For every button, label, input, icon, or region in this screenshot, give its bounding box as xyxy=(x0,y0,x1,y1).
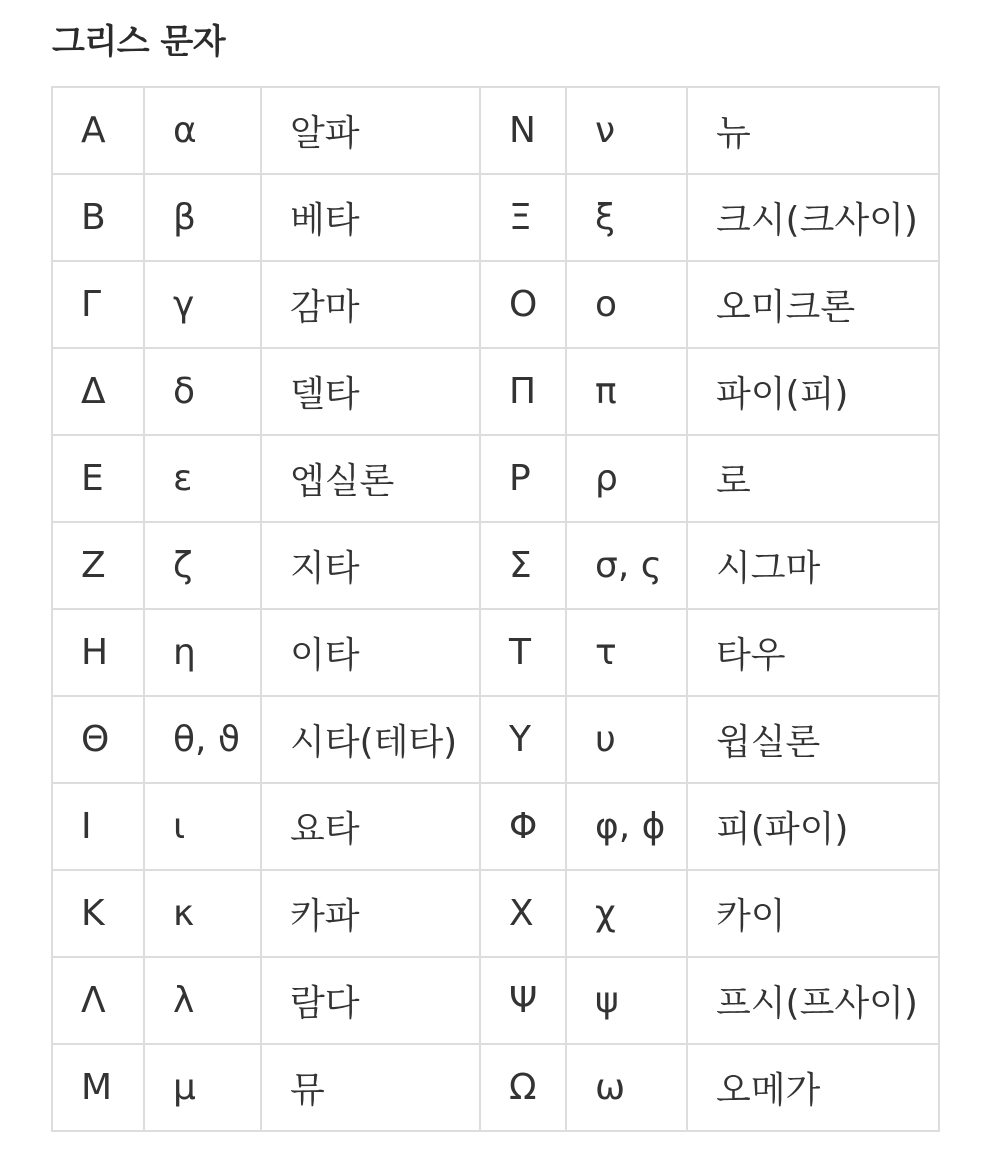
uppercase-letter-cell: Β xyxy=(52,174,144,261)
table-row xyxy=(52,609,939,696)
table-row xyxy=(52,435,939,522)
uppercase-letter-cell: Χ xyxy=(480,870,566,957)
uppercase-letter-cell: Μ xyxy=(52,1044,144,1131)
uppercase-letter-cell: Ν xyxy=(480,87,566,174)
letter-name-cell: 시타(테타) xyxy=(261,696,480,783)
letter-name-cell: 알파 xyxy=(261,87,480,174)
table-row xyxy=(52,348,939,435)
lowercase-letter-cell: ι xyxy=(144,783,261,870)
lowercase-letter-cell: θ, ϑ xyxy=(144,696,261,783)
letter-name-cell: 뉴 xyxy=(687,87,939,174)
letter-name-cell: 뮤 xyxy=(261,1044,480,1131)
uppercase-letter-cell: Φ xyxy=(480,783,566,870)
table-row xyxy=(52,174,939,261)
table-row xyxy=(52,261,939,348)
letter-name-cell: 카파 xyxy=(261,870,480,957)
letter-name-cell: 파이(피) xyxy=(687,348,939,435)
greek-alphabet-table xyxy=(51,86,940,1132)
letter-name-cell: 피(파이) xyxy=(687,783,939,870)
letter-name-cell: 람다 xyxy=(261,957,480,1044)
uppercase-letter-cell: Γ xyxy=(52,261,144,348)
table-row xyxy=(52,870,939,957)
letter-name-cell: 타우 xyxy=(687,609,939,696)
lowercase-letter-cell: γ xyxy=(144,261,261,348)
lowercase-letter-cell: ν xyxy=(566,87,687,174)
lowercase-letter-cell: ψ xyxy=(566,957,687,1044)
uppercase-letter-cell: Α xyxy=(52,87,144,174)
table-row xyxy=(52,87,939,174)
table-row xyxy=(52,783,939,870)
letter-name-cell: 크시(크사이) xyxy=(687,174,939,261)
letter-name-cell: 카이 xyxy=(687,870,939,957)
lowercase-letter-cell: δ xyxy=(144,348,261,435)
uppercase-letter-cell: Υ xyxy=(480,696,566,783)
uppercase-letter-cell: Δ xyxy=(52,348,144,435)
uppercase-letter-cell: Ζ xyxy=(52,522,144,609)
lowercase-letter-cell: χ xyxy=(566,870,687,957)
table-row xyxy=(52,522,939,609)
uppercase-letter-cell: Ρ xyxy=(480,435,566,522)
table-row xyxy=(52,957,939,1044)
lowercase-letter-cell: ο xyxy=(566,261,687,348)
lowercase-letter-cell: ω xyxy=(566,1044,687,1131)
uppercase-letter-cell: Ω xyxy=(480,1044,566,1131)
lowercase-letter-cell: ζ xyxy=(144,522,261,609)
page-title: 그리스 문자 xyxy=(52,22,226,62)
letter-name-cell: 시그마 xyxy=(687,522,939,609)
uppercase-letter-cell: Λ xyxy=(52,957,144,1044)
lowercase-letter-cell: β xyxy=(144,174,261,261)
uppercase-letter-cell: Π xyxy=(480,348,566,435)
letter-name-cell: 요타 xyxy=(261,783,480,870)
letter-name-cell: 로 xyxy=(687,435,939,522)
letter-name-cell: 이타 xyxy=(261,609,480,696)
uppercase-letter-cell: Θ xyxy=(52,696,144,783)
lowercase-letter-cell: η xyxy=(144,609,261,696)
uppercase-letter-cell: Κ xyxy=(52,870,144,957)
letter-name-cell: 델타 xyxy=(261,348,480,435)
lowercase-letter-cell: π xyxy=(566,348,687,435)
uppercase-letter-cell: Σ xyxy=(480,522,566,609)
letter-name-cell: 엡실론 xyxy=(261,435,480,522)
uppercase-letter-cell: Ξ xyxy=(480,174,566,261)
uppercase-letter-cell: Η xyxy=(52,609,144,696)
table-row xyxy=(52,696,939,783)
lowercase-letter-cell: σ, ς xyxy=(566,522,687,609)
letter-name-cell: 감마 xyxy=(261,261,480,348)
table-row xyxy=(52,1044,939,1131)
uppercase-letter-cell: Ε xyxy=(52,435,144,522)
uppercase-letter-cell: Ι xyxy=(52,783,144,870)
letter-name-cell: 오미크론 xyxy=(687,261,939,348)
table-body xyxy=(52,87,939,1131)
lowercase-letter-cell: φ, ϕ xyxy=(566,783,687,870)
letter-name-cell: 베타 xyxy=(261,174,480,261)
lowercase-letter-cell: ρ xyxy=(566,435,687,522)
lowercase-letter-cell: ξ xyxy=(566,174,687,261)
uppercase-letter-cell: Τ xyxy=(480,609,566,696)
lowercase-letter-cell: υ xyxy=(566,696,687,783)
lowercase-letter-cell: μ xyxy=(144,1044,261,1131)
uppercase-letter-cell: Ο xyxy=(480,261,566,348)
letter-name-cell: 지타 xyxy=(261,522,480,609)
letter-name-cell: 오메가 xyxy=(687,1044,939,1131)
lowercase-letter-cell: α xyxy=(144,87,261,174)
letter-name-cell: 윕실론 xyxy=(687,696,939,783)
lowercase-letter-cell: λ xyxy=(144,957,261,1044)
lowercase-letter-cell: κ xyxy=(144,870,261,957)
lowercase-letter-cell: τ xyxy=(566,609,687,696)
uppercase-letter-cell: Ψ xyxy=(480,957,566,1044)
letter-name-cell: 프시(프사이) xyxy=(687,957,939,1044)
lowercase-letter-cell: ε xyxy=(144,435,261,522)
